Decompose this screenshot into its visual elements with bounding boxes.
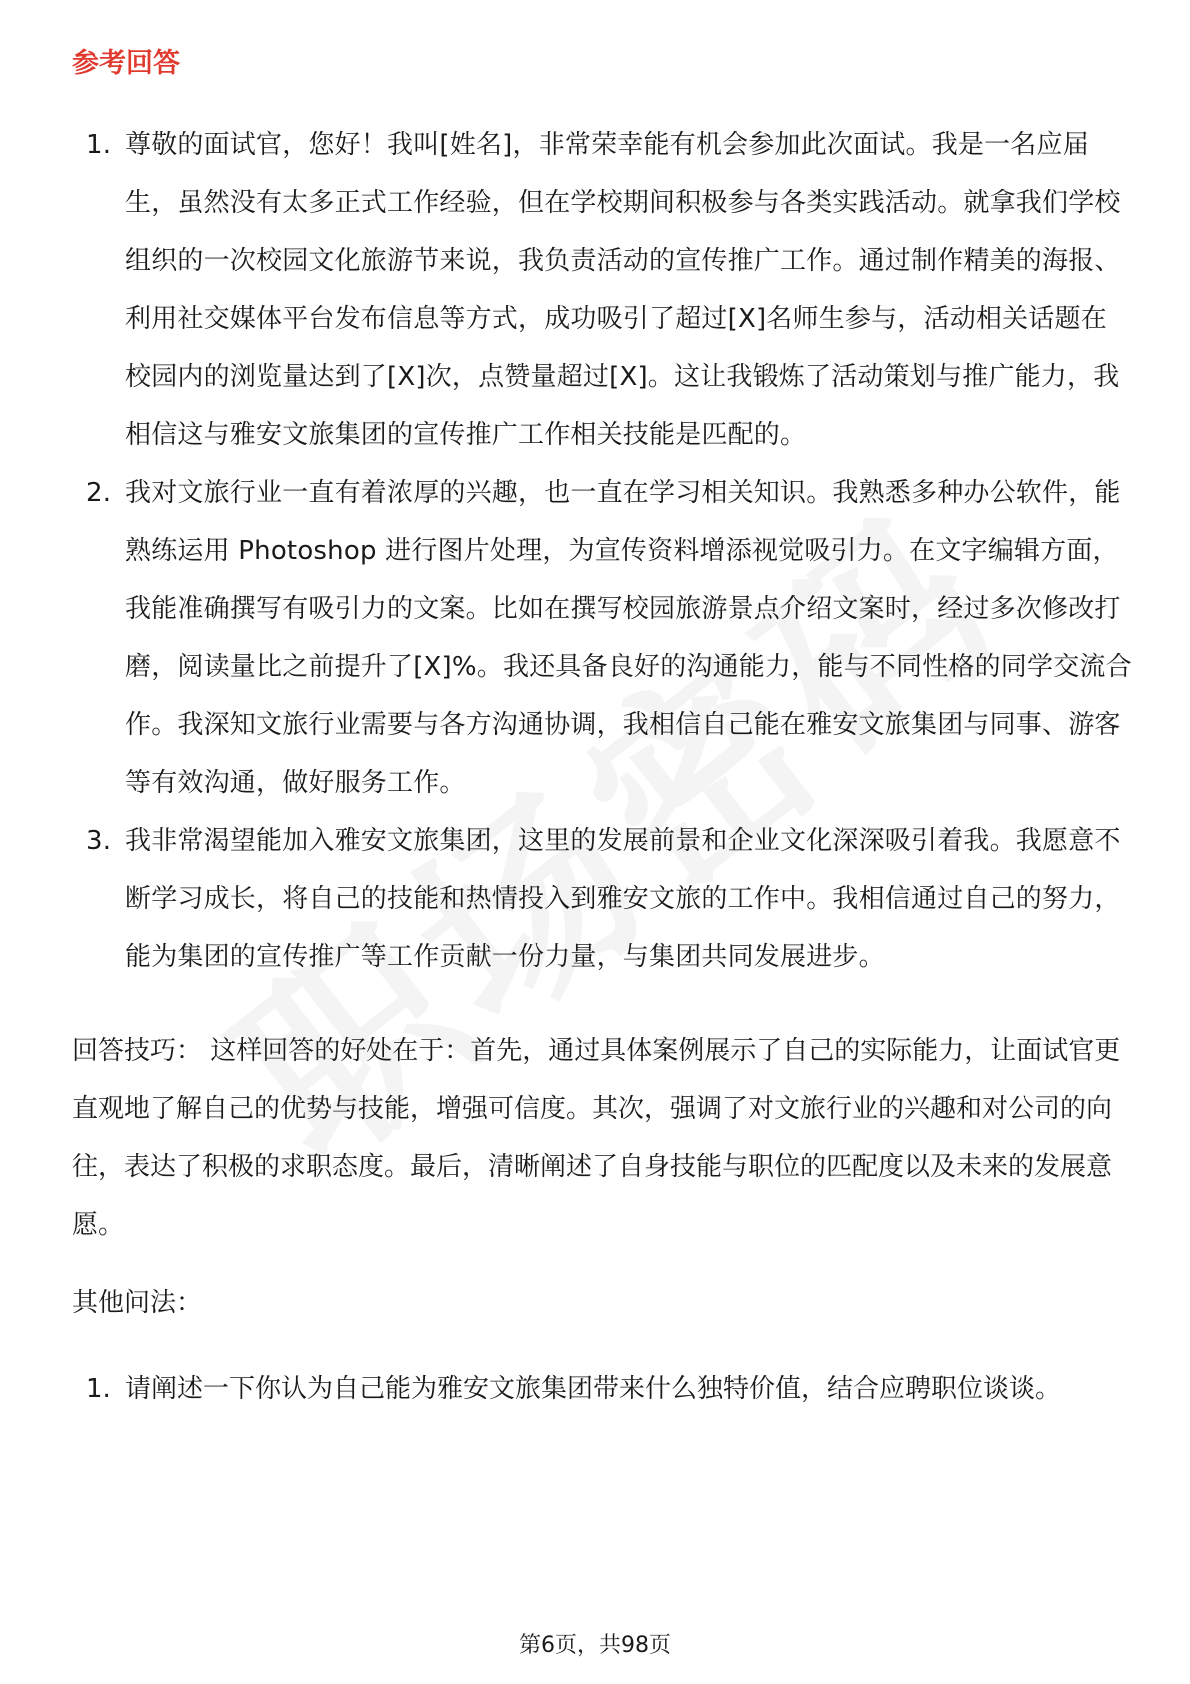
list-number: 1. — [86, 130, 112, 160]
other-questions-heading: 其他问法： — [72, 1288, 203, 1318]
answer-text: 我对文旅行业一直有着浓厚的兴趣，也一直在学习相关知识。我熟悉多种办公软件，能熟练运用 Photoshop 进行图片处理，为宣传资料增添视觉吸引力。在文字编辑方面，我能准确撰写有吸引力的文案。比如在撰写校园旅游景点介绍文案时，经过多次修改打磨，阅读量比之前提升了[X]%。我还具备良好的沟通能力，能与不同性格的同学交流合作。我深知文旅行业需要与各方沟通协调，我相信自己能在雅安文旅集团与同事、游客等有效沟通，做好服务工作。 — [125, 478, 1132, 798]
page-footer: 第6页，共98页 — [519, 1633, 671, 1658]
list-number: 2. — [86, 478, 112, 508]
section-title: 参考回答 — [72, 48, 180, 79]
answer-tips: 回答技巧： 这样回答的好处在于：首先，通过具体案例展示了自己的实际能力，让面试官更直观地了解自己的优势与技能，增强可信度。其次，强调了对文旅行业的兴趣和对公司的向往，表达了积极的求职态度。最后，清晰阐述了自身技能与职位的匹配度以及未来的发展意愿。 — [72, 1036, 1121, 1240]
answer-text: 尊敬的面试官，您好！我叫[姓名]，非常荣幸能有机会参加此次面试。我是一名应届生，虽然没有太多正式工作经验，但在学校期间积极参与各类实践活动。就拿我们学校组织的一次校园文化旅游节来说，我负责活动的宣传推广工作。通过制作精美的海报、利用社交媒体平台发布信息等方式，成功吸引了超过[X]名师生参与，活动相关话题在校园内的浏览量达到了[X]次，点赞量超过[X]。这让我锻炼了活动策划与推广能力，我相信这与雅安文旅集团的宣传推广工作相关技能是匹配的。 — [125, 130, 1121, 450]
answer-item — [72, 464, 1132, 812]
list-number: 1. — [86, 1374, 111, 1404]
other-question-item — [72, 1360, 1132, 1418]
answer-list — [72, 116, 1132, 986]
other-question-text: 请阐述一下你认为自己能为雅安文旅集团带来什么独特价值，结合应聘职位谈谈。 — [125, 1374, 1062, 1404]
document-body — [72, 44, 1132, 1418]
other-questions-list — [72, 1360, 1132, 1418]
list-number: 3. — [86, 826, 112, 856]
answer-item — [72, 812, 1132, 986]
answer-item — [72, 116, 1132, 464]
answer-text: 我非常渴望能加入雅安文旅集团，这里的发展前景和企业文化深深吸引着我。我愿意不断学习成长，将自己的技能和热情投入到雅安文旅的工作中。我相信通过自己的努力，能为集团的宣传推广等工作贡献一份力量，与集团共同发展进步。 — [125, 826, 1121, 972]
